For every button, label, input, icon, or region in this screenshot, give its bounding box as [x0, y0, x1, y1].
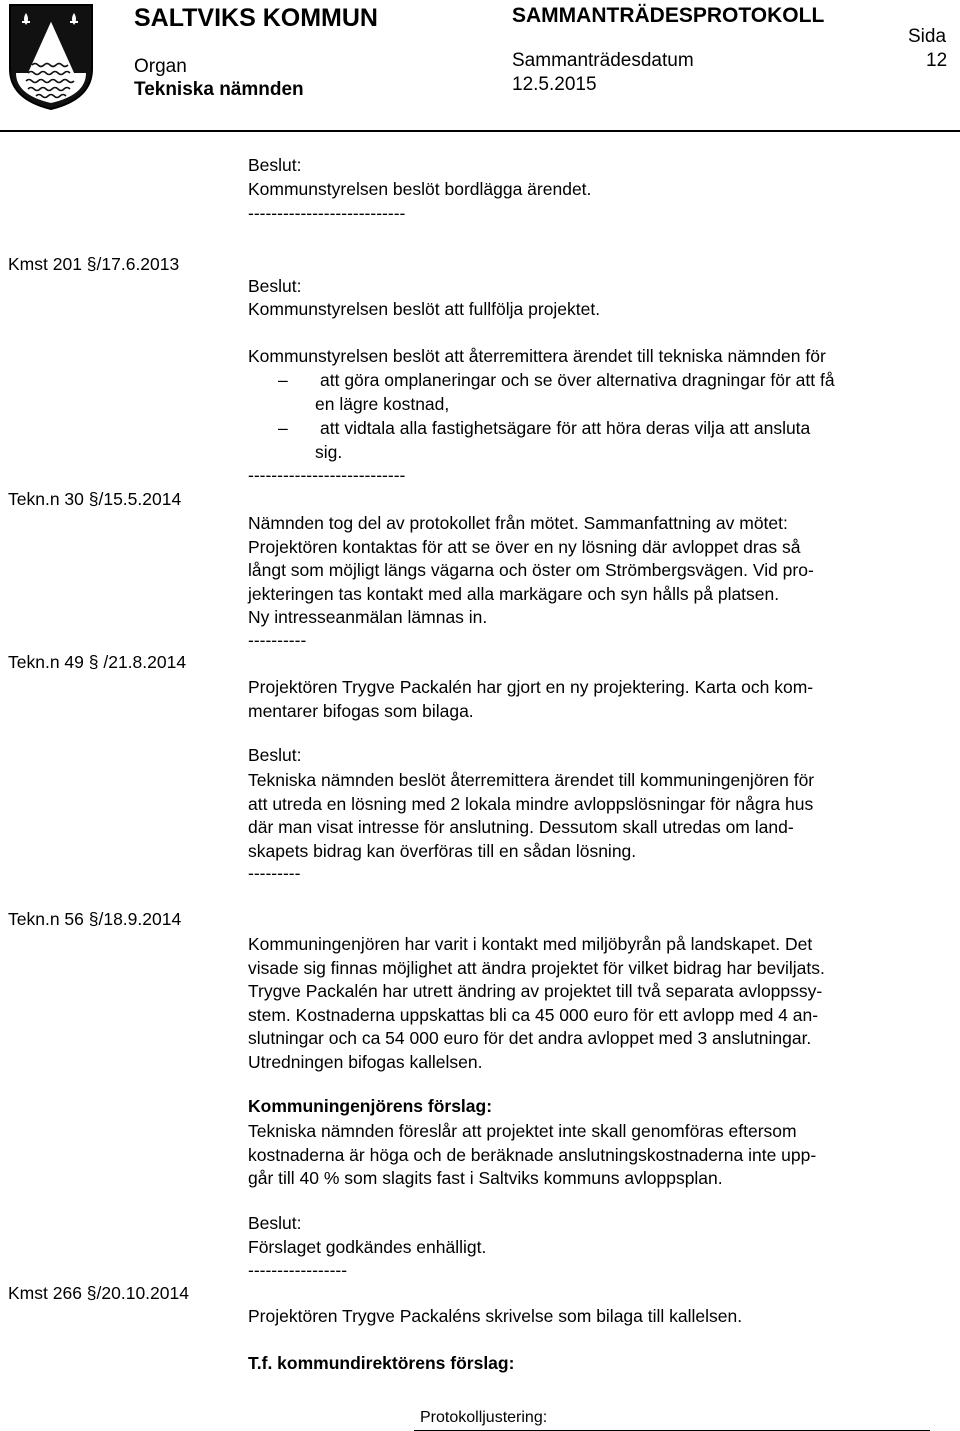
bullet-continuation: en lägre kostnad,: [315, 394, 450, 414]
separator: ---------------------------: [248, 465, 406, 485]
document-type: SAMMANTRÄDESPROTOKOLL: [512, 4, 825, 27]
paragraph-line: där man visat intresse för anslutning. Dessutom skall utredas om land-: [248, 817, 794, 838]
minutes-verification-label: Protokolljustering:: [420, 1409, 548, 1426]
organ-label: Organ: [134, 56, 187, 77]
paragraph-line: Nämnden tog del av protokollet från mötet. Sammanfattning av mötet:: [248, 513, 788, 533]
municipality-crest-icon: [8, 3, 94, 111]
paragraph-line: stem. Kostnaderna uppskattas bli ca 45 000 euro för ett avlopp med 4 an-: [248, 1004, 819, 1025]
paragraph-line: Utredningen bifogas kallelsen.: [248, 1051, 483, 1072]
margin-ref: Kmst 266 §/20.10.2014: [8, 1283, 189, 1303]
paragraph-line: Ny intresseanmälan lämnas in.: [248, 607, 488, 628]
decision-label: Beslut:: [248, 155, 302, 175]
bullet-continuation: sig.: [315, 442, 343, 462]
margin-ref: Tekn.n 49 § /21.8.2014: [8, 652, 187, 672]
director-proposal-heading: T.f. kommundirektörens förslag:: [248, 1353, 515, 1373]
municipality-name: SALTVIKS KOMMUN: [134, 4, 378, 32]
paragraph-line: långt som möjligt längs vägarna och öster om Strömbergsvägen. Vid pro-: [248, 560, 814, 581]
paragraph-line: kostnaderna är höga och de beräknade anslutningskostnaderna inte upp-: [248, 1144, 817, 1165]
paragraph-line: att utreda en lösning med 2 lokala mindre avloppslösningar för några hus: [248, 793, 814, 814]
decision-text: Kommunstyrelsen beslöt att fullfölja projektet.: [248, 299, 601, 319]
paragraph: [248, 676, 813, 723]
paragraph: [248, 512, 814, 630]
proposal-heading: Kommuningenjörens förslag:: [248, 1096, 493, 1116]
paragraph-line: jekteringen tas kontakt med alla markägare och syn hålls på platsen.: [248, 583, 780, 604]
paragraph: Kommunstyrelsen beslöt att återremittera ärendet till tekniska nämnden för: [248, 346, 826, 366]
paragraph: [248, 769, 814, 863]
page-label: Sida: [908, 26, 947, 47]
separator: ---------: [248, 863, 301, 883]
paragraph-line: Tekniska nämnden beslöt återremittera ärendet till kommuningenjören för: [248, 770, 815, 790]
separator: -----------------: [248, 1260, 348, 1280]
margin-ref: Kmst 201 §/17.6.2013: [8, 254, 180, 274]
paragraph-line: Projektören Trygve Packalén har gjort en ny projektering. Karta och kom-: [248, 677, 814, 697]
decision-label: Beslut:: [248, 1213, 302, 1233]
paragraph-line: Trygve Packalén har utrett ändring av projektet till två separata avloppssy-: [248, 981, 823, 1002]
paragraph-line: Tekniska nämnden föreslår att projektet inte skall genomföras eftersom: [248, 1121, 797, 1141]
separator: ---------------------------: [248, 203, 406, 223]
meeting-date-label: Sammanträdesdatum: [512, 50, 694, 71]
decision-text: Kommunstyrelsen beslöt bordlägga ärendet.: [248, 179, 592, 199]
paragraph: [248, 933, 825, 1075]
paragraph-line: slutningar och ca 54 000 euro för det andra avloppet med 3 anslutningar.: [248, 1028, 812, 1049]
margin-ref: Tekn.n 30 §/15.5.2014: [8, 489, 182, 509]
decision-label: Beslut:: [248, 276, 302, 296]
paragraph: Projektören Trygve Packaléns skrivelse som bilaga till kallelsen.: [248, 1306, 743, 1326]
page-number: 12: [926, 50, 948, 71]
margin-ref: Tekn.n 56 §/18.9.2014: [8, 909, 182, 929]
separator: ----------: [248, 630, 307, 650]
decision-label: Beslut:: [248, 745, 302, 765]
paragraph-line: Kommuningenjören har varit i kontakt med miljöbyrån på landskapet. Det: [248, 934, 813, 954]
paragraph-line: Projektören kontaktas för att se över en ny lösning där avloppet dras så: [248, 536, 801, 557]
dash-icon: –: [278, 370, 288, 390]
paragraph-line: skapets bidrag kan överföras till en sådan lösning.: [248, 840, 637, 861]
dash-icon: –: [278, 418, 288, 438]
meeting-date-value: 12.5.2015: [512, 74, 597, 95]
organ-value: Tekniska nämnden: [134, 79, 304, 100]
paragraph-line: går till 40 % som slagits fast i Saltviks kommuns avloppsplan.: [248, 1168, 723, 1189]
paragraph-line: visade sig finnas möjlighet att ändra projektet för vilket bidrag har beviljats.: [248, 957, 825, 978]
header-divider: [0, 130, 960, 132]
paragraph: [248, 1120, 816, 1191]
decision-text: Förslaget godkändes enhälligt.: [248, 1237, 487, 1257]
paragraph-line: mentarer bifogas som bilaga.: [248, 700, 474, 721]
